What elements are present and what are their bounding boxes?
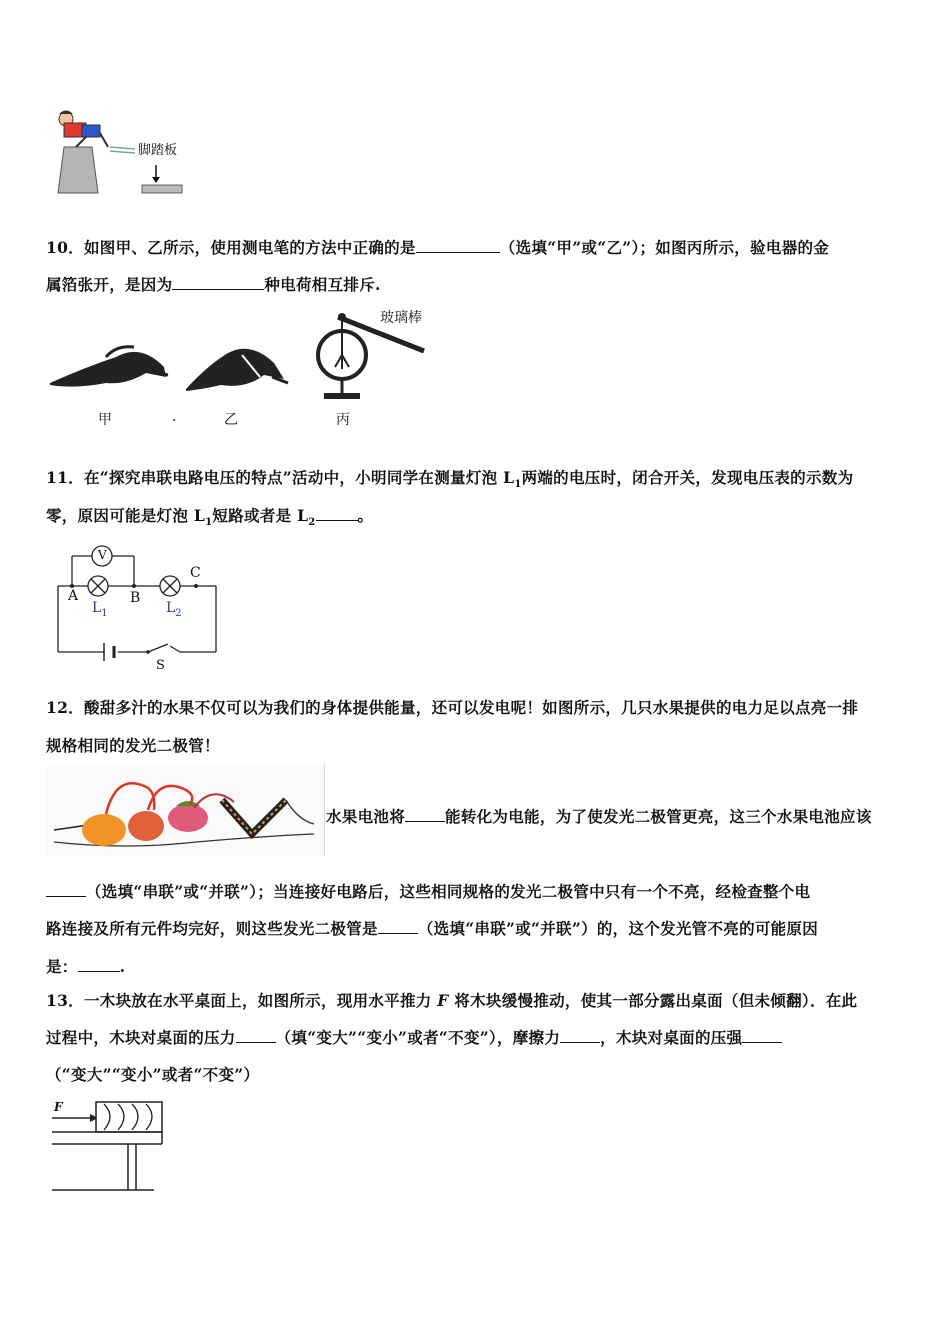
question-12-line-3: 水果电池将 能转化为电能，为了使发光二极管更亮，这三个水果电池应该: [326, 807, 872, 826]
circuit-label-l1: $L_1$: [92, 600, 108, 619]
answer-blank[interactable]: [405, 807, 445, 822]
figure-10-dot: .: [172, 409, 177, 425]
question-13-line-1: 13．一木块放在水平桌面上，如图所示，现用水平推力 F 将木块缓慢推动，使其一部分露出桌面（但未倾翻）．在此: [46, 991, 858, 1010]
question-13-line-3: （“变大”“变小”或者“不变”）: [46, 1065, 260, 1084]
answer-blank[interactable]: [236, 1028, 276, 1043]
question-12-line-2: 规格相同的发光二极管！: [46, 736, 220, 755]
question-11-line-1: 11．在“探究串联电路电压的特点”活动中，小明同学在测量灯泡 $L_1$两端的电压时，闭合开关，发现电压表的示数为: [46, 468, 854, 491]
question-10-line-2: 属箔张开，是因为 种电荷相互排斥.: [46, 275, 381, 294]
figure-11-drawing: [56, 542, 226, 674]
circuit-label-c: C: [190, 565, 201, 581]
question-12-line-1: 12．酸甜多汁的水果不仅可以为我们的身体提供能量，还可以发电呢！如图所示，几只水果提供的电力足以点亮一排: [46, 698, 859, 717]
figure-10-label-bing: 丙: [336, 412, 350, 428]
answer-blank[interactable]: [78, 957, 120, 972]
circuit-label-b: B: [130, 590, 141, 606]
circuit-label-a: A: [68, 588, 79, 604]
question-13-line-2: 过程中，木块对桌面的压力 （填“变大”“变小”或者“不变”），摩擦力 ，木块对桌面的压强: [46, 1026, 782, 1048]
figure-12-drawing: [46, 764, 324, 856]
figure-13-drawing: [48, 1096, 168, 1192]
answer-blank[interactable]: [742, 1028, 782, 1043]
question-11-line-2: 零，原因可能是灯泡 $L_1$短路或者是 $L_2$ 。: [46, 506, 374, 529]
question-12-line-6: 是： .: [46, 957, 126, 976]
figure-10-rod-label: 玻璃棒: [380, 310, 422, 326]
answer-blank[interactable]: [316, 506, 358, 521]
answer-blank[interactable]: [378, 919, 418, 934]
figure-12-fruit-battery: [46, 764, 325, 856]
question-10-line-1: 10．如图甲、乙所示，使用测电笔的方法中正确的是 （选填“甲”或“乙”）；如图丙所示，验电器的金: [46, 238, 830, 257]
answer-blank[interactable]: [560, 1028, 600, 1043]
circuit-label-v: V: [98, 548, 107, 562]
answer-blank[interactable]: [46, 882, 86, 897]
figure-10-label-jia: 甲: [98, 412, 112, 428]
figure-10-label-yi: 乙: [224, 412, 238, 428]
answer-blank[interactable]: [416, 238, 500, 253]
figure-13: [48, 1096, 168, 1192]
figure-10: [46, 305, 446, 433]
question-12-line-4: （选填“串联”或“并联”）；当连接好电路后，这些相同规格的发光二极管中只有一个不亮，经检查整个电: [46, 880, 810, 902]
circuit-label-l2: $L_2$: [166, 600, 182, 619]
answer-blank[interactable]: [172, 275, 264, 290]
question-12-line-5: 路连接及所有元件均完好，则这些发光二极管是 （选填“串联”或“并联”）的，这个发光管不亮的可能原因: [46, 919, 819, 938]
figure-13-force-label: F: [54, 1100, 63, 1114]
figure-11-circuit: [56, 542, 226, 674]
circuit-label-s: S: [156, 658, 165, 673]
figure-9: [50, 105, 190, 197]
figure-9-label: 脚踏板: [138, 143, 178, 158]
